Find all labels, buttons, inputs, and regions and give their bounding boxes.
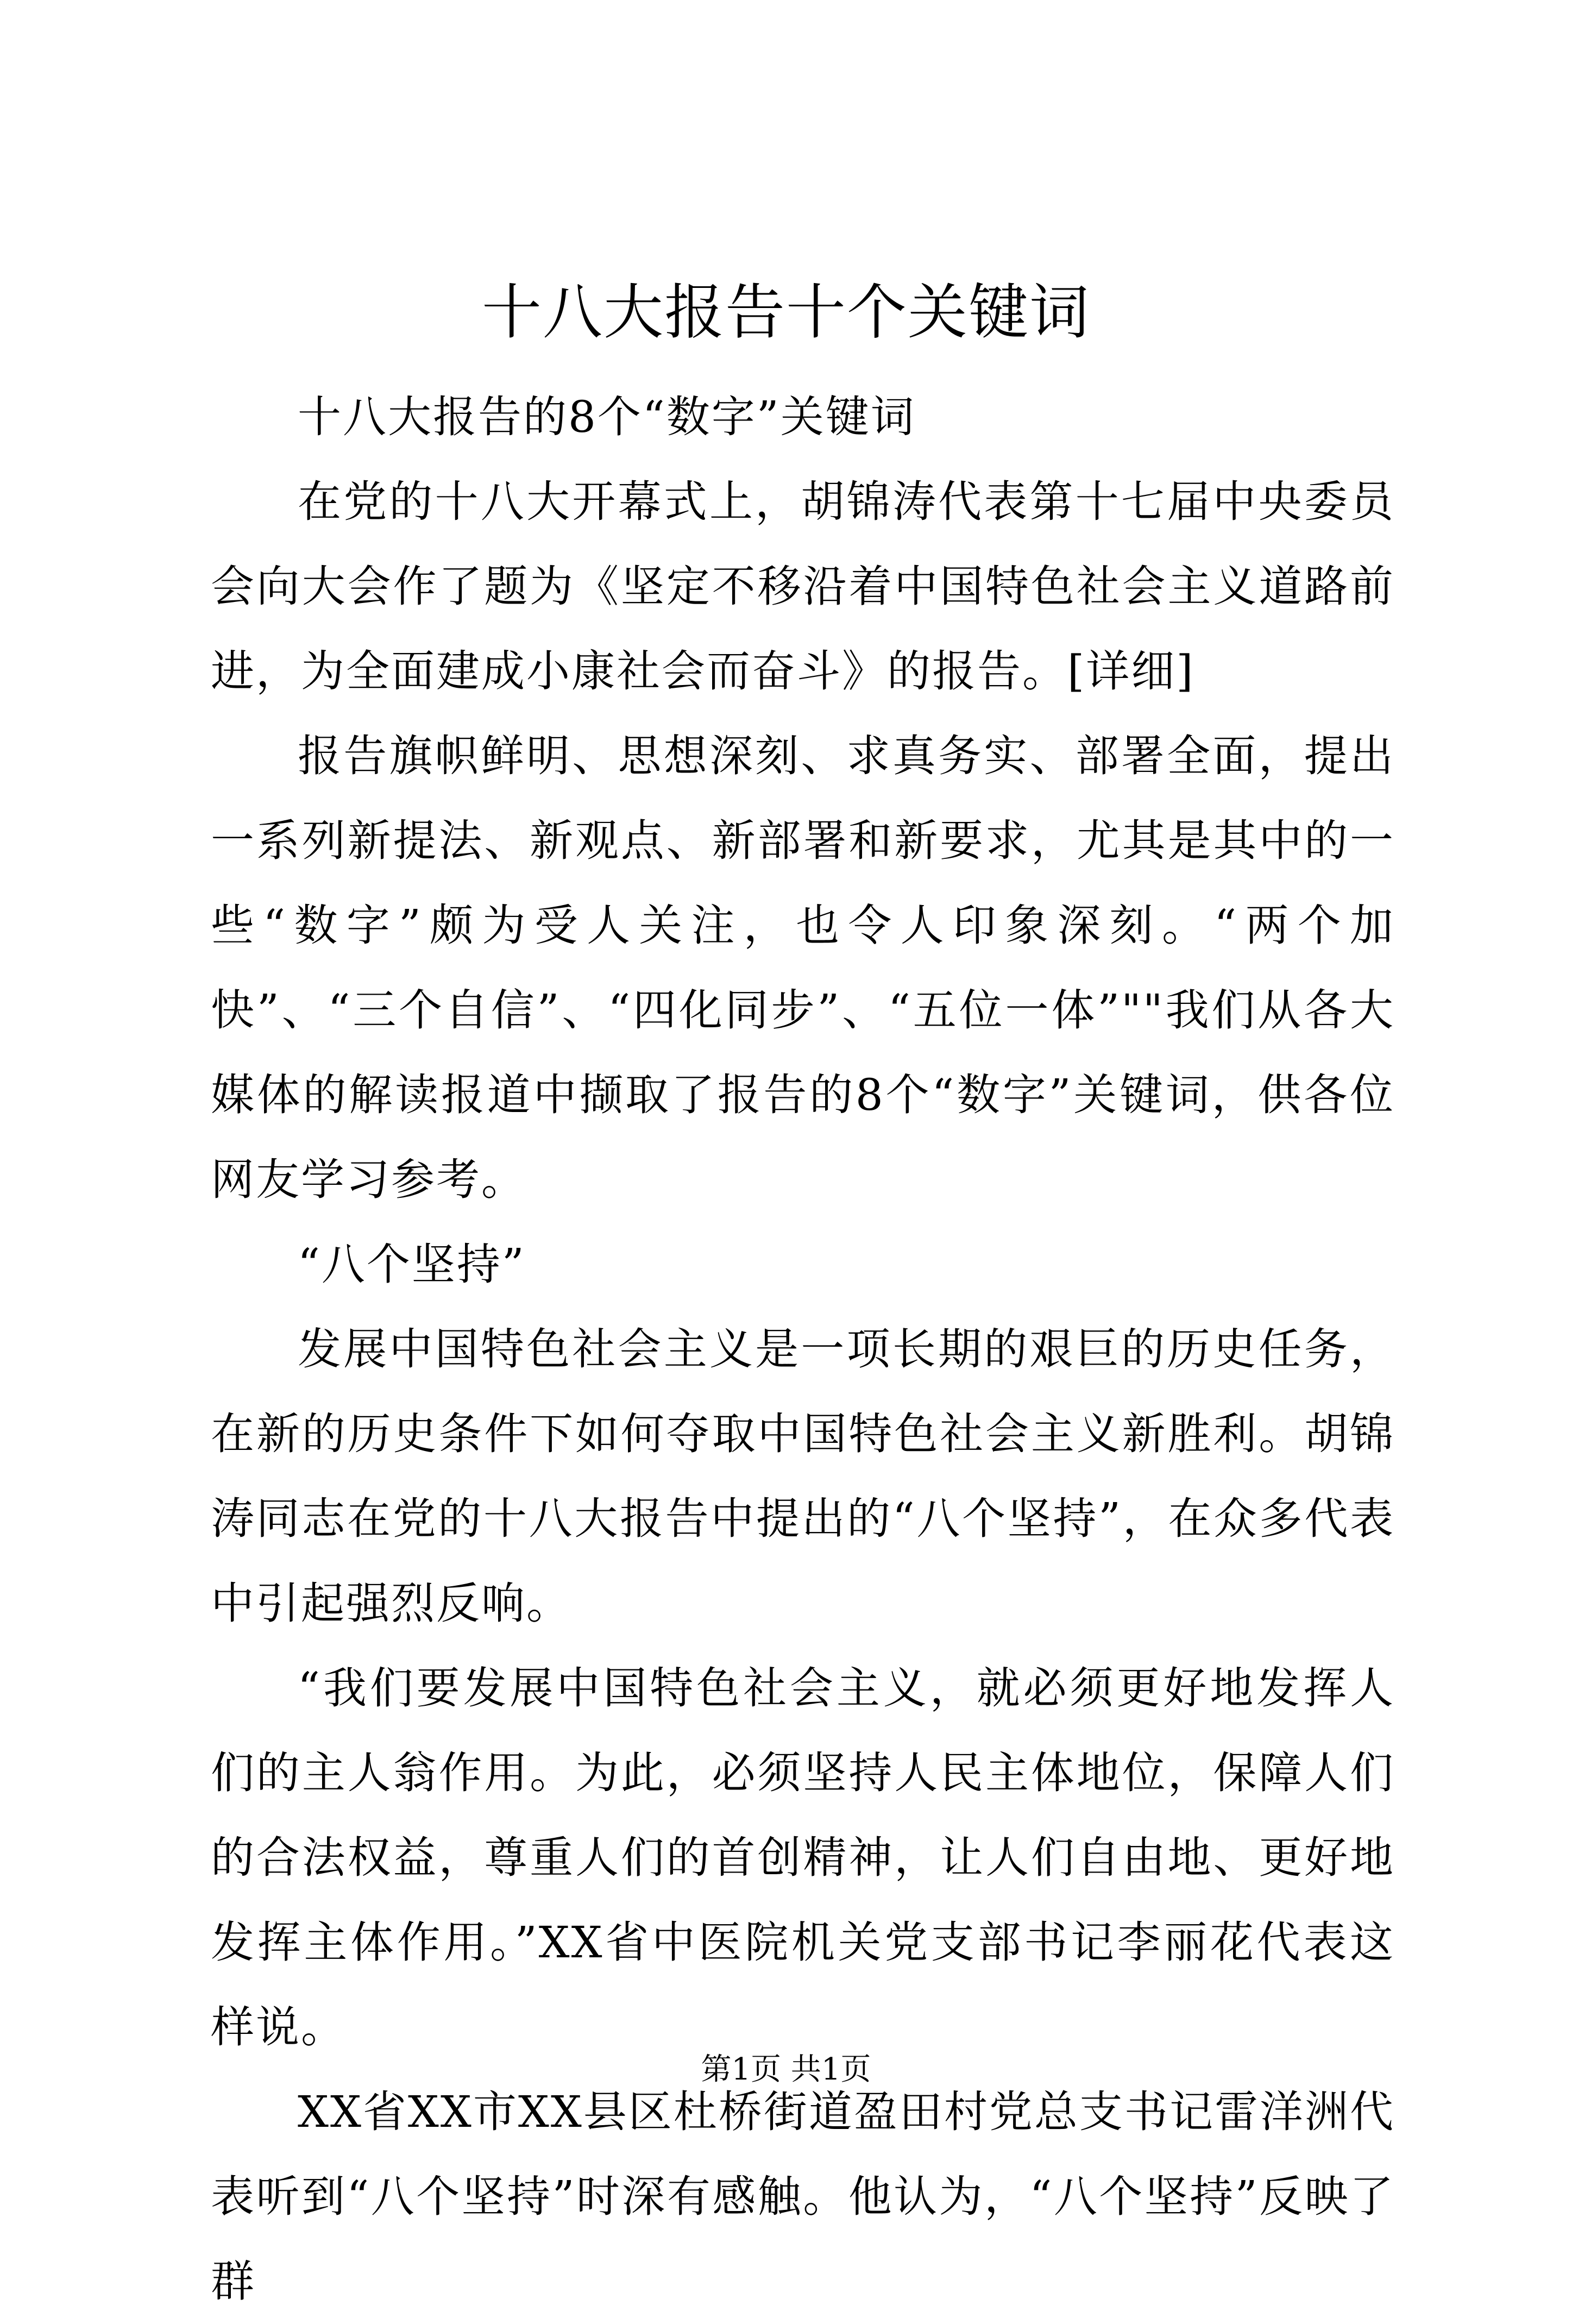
paragraph-subtitle: 十八大报告的8个“数字”关键词 (298, 392, 916, 442)
paragraph-intro: 在党的十八大开幕式上，胡锦涛代表第十七届中央委员会向大会作了题为《坚定不移沿着中国特色社会主义道路前进，为全面建成小康社会而奋斗》的报告。[详细] (211, 476, 1395, 696)
paragraph-representative: XX省XX市XX县区杜桥街道盈田村党总支书记雷洋洲代表听到“八个坚持”时深有感触。他认为，“八个坚持”反映了群 (211, 2087, 1395, 2307)
paragraph-report-summary: 报告旗帜鲜明、思想深刻、求真务实、部署全面，提出一系列新提法、新观点、新部署和新要求，尤其是其中的一些“数字”颇为受人关注，也令人印象深刻。“两个加快”、“三个自信”、“四化同步”、“五位一体”""我们从各大媒体的解读报道中撷取了报告的8个“数字”关键词，供各位网友学习参考。 (211, 731, 1395, 1205)
page-footer: 第1页 共1页 (701, 2052, 871, 2087)
document-body (211, 375, 1395, 2324)
section-heading: “八个坚持” (298, 1239, 526, 1290)
paragraph-eight-persistences: 发展中国特色社会主义是一项长期的艰巨的历史任务，在新的历史条件下如何夺取中国特色社会主义新胜利。胡锦涛同志在党的十八大报告中提出的“八个坚持”，在众多代表中引起强烈反响。 (211, 1324, 1395, 1629)
paragraph-quote: “我们要发展中国特色社会主义，就必须更好地发挥人们的主人翁作用。为此，必须坚持人民主体地位，保障人们的合法权益，尊重人们的首创精神，让人们自由地、更好地发挥主体作用。”XX省中医院机关党支部书记李丽花代表这样说。 (211, 1663, 1395, 2052)
document-title: 十八大报告十个关键词 (482, 278, 1090, 347)
